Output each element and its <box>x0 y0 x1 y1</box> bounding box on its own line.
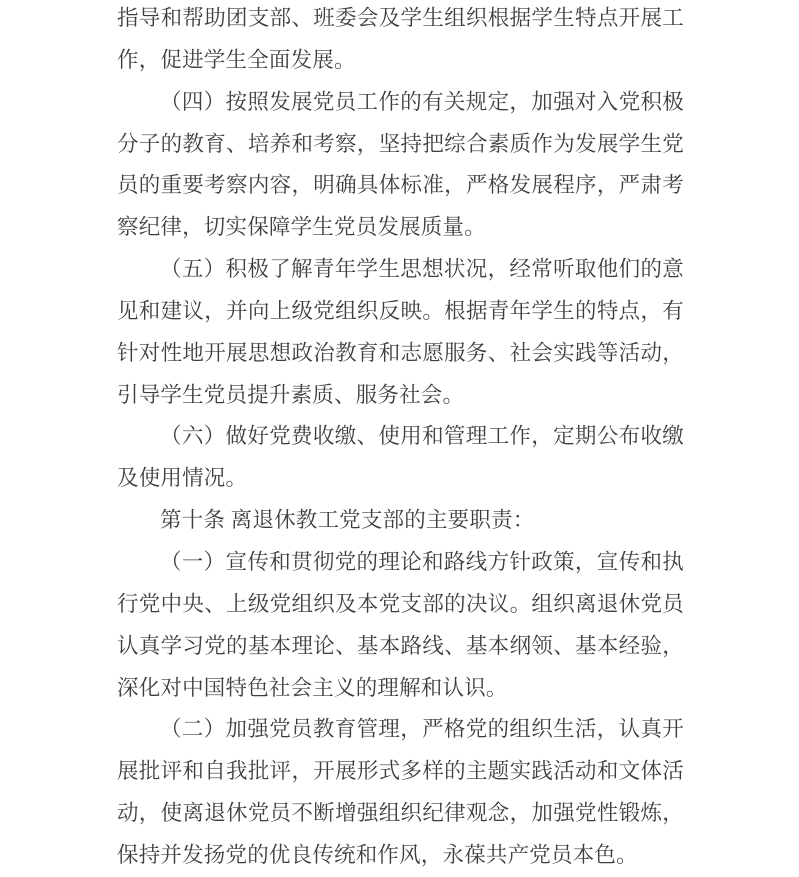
paragraph-item-5: （五）积极了解青年学生思想状况，经常听取他们的意见和建议，并向上级党组织反映。根据青年学生的特点，有针对性地开展思想政治教育和志愿服务、社会实践等活动，引导学生党员提升素质、服务社会。 <box>117 257 684 407</box>
paragraph-item-2: （二）加强党员教育管理，严格党的组织生活，认真开展批评和自我批评，开展形式多样的主题实践活动和文体活动，使离退休党员不断增强组织纪律观念，加强党性锻炼，保持并发扬党的优良传统和作风，永葆共产党员本色。 <box>117 717 684 867</box>
paragraph-item-1: （一）宣传和贯彻党的理论和路线方针政策，宣传和执行党中央、上级党组织及本党支部的决议。组织离退休党员认真学习党的基本理论、基本路线、基本纲领、基本经验，深化对中国特色社会主义的理解和认识。 <box>117 549 684 700</box>
paragraph-item-4: （四）按照发展党员工作的有关规定，加强对入党积极分子的教育、培养和考察，坚持把综合素质作为发展学生党员的重要考察内容，明确具体标准，严格发展程序，严肃考察纪律，切实保障学生党员发展质量。 <box>117 89 684 240</box>
paragraph-continuation: 指导和帮助团支部、班委会及学生组织根据学生特点开展工作，促进学生全面发展。 <box>117 6 684 72</box>
paragraph-item-6: （六）做好党费收缴、使用和管理工作，定期公布收缴及使用情况。 <box>117 424 684 491</box>
paragraph-article-10-heading: 第十条 离退休教工党支部的主要职责： <box>160 508 535 533</box>
document-text-block <box>117 0 684 877</box>
